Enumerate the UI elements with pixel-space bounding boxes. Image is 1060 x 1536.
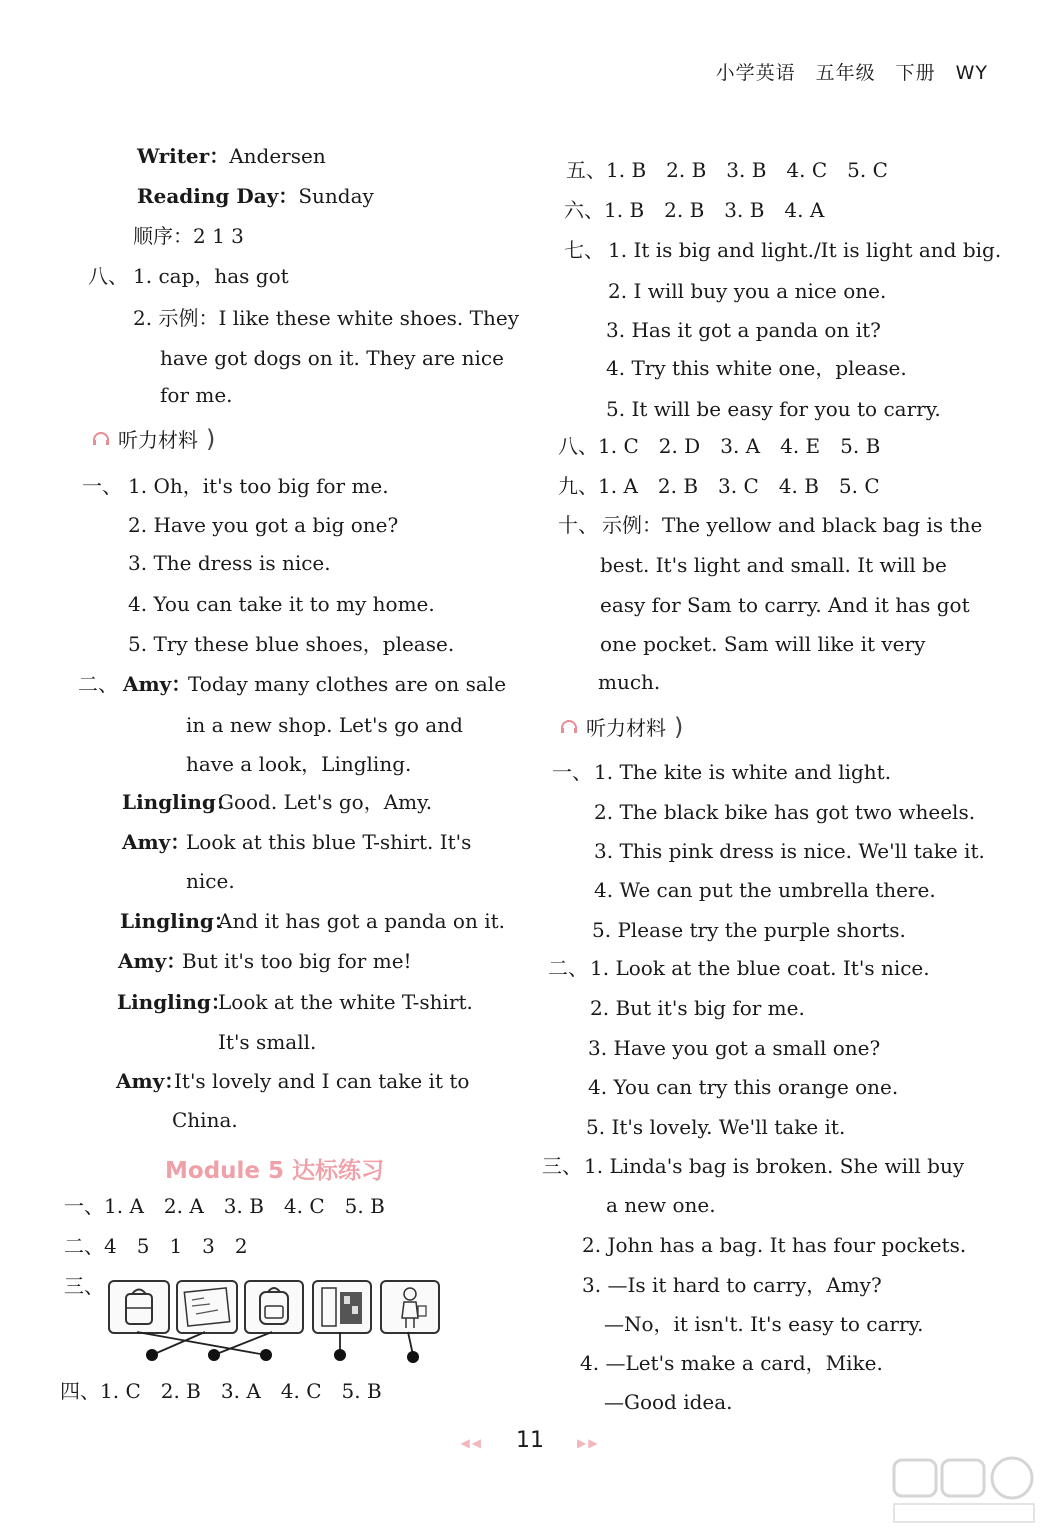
module-title: Module 5 达标练习 (165, 1158, 385, 1184)
next-arrows-icon: ▶▶ (577, 1436, 600, 1450)
listening-title: 听力材料 (586, 716, 666, 740)
match-dot (407, 1351, 419, 1363)
r-er-line: 1. Look at the blue coat. It's nice. (590, 956, 930, 980)
page-number-value: 11 (516, 1428, 544, 1453)
shi-line: easy for Sam to carry. And it has got (600, 593, 970, 617)
shi-line: much. (598, 670, 661, 694)
qi-line: 1. It is big and light./It is light and big. (608, 238, 1002, 262)
paren-decor: ) (206, 424, 216, 453)
section-qi-prefix: 七、 (564, 238, 604, 262)
qi-line: 3. Has it got a panda on it? (606, 318, 881, 342)
paren-decor: ) (674, 712, 684, 741)
page-header: 小学英语 五年级 下册 WY (715, 62, 988, 84)
match-dot (146, 1349, 158, 1361)
dialog-line: in a new shop. Let's go and (186, 713, 463, 737)
headphones-icon (560, 720, 578, 734)
liu-answers: 六、1. B 2. B 3. B 4. A (564, 198, 825, 222)
r-yi-line: 4. We can put the umbrella there. (594, 878, 936, 902)
ba-answer-2a: 2. 示例：I like these white shoes. They (133, 306, 519, 330)
section-er-prefix: 二、 (78, 672, 118, 696)
speaker: Lingling： (120, 909, 234, 933)
listening-title: 听力材料 (118, 428, 198, 452)
match-dot (208, 1349, 220, 1361)
ba-answer-1: 1. cap，has got (133, 264, 289, 288)
reading-day-value: Sunday (298, 184, 374, 208)
r-san-line: —Good idea. (604, 1390, 733, 1414)
shi-line: one pocket. Sam will like it very (600, 632, 926, 656)
speaker: Amy： (122, 830, 191, 854)
qi-line: 5. It will be easy for you to carry. (606, 397, 941, 421)
r-yi-line: 3. This pink dress is nice. We'll take it. (594, 839, 985, 863)
module-san-prefix: 三、 (64, 1274, 104, 1298)
speaker: Amy： (123, 672, 192, 696)
page-number (0, 1428, 1060, 1453)
ba-answers: 八、1. C 2. D 3. A 4. E 5. B (558, 434, 881, 458)
module-er-answers: 二、4 5 1 3 2 (64, 1234, 248, 1258)
dialog-line: China. (172, 1108, 238, 1132)
ba-answer-2c: for me. (160, 383, 233, 407)
ba-answer-2b: have got dogs on it. They are nice (160, 346, 504, 370)
r-er-line: 5. It's lovely. We'll take it. (586, 1115, 846, 1139)
r-er-line: 2. But it's big for me. (590, 996, 805, 1020)
yi-line: 1. Oh，it's too big for me. (128, 474, 389, 498)
yi-line: 3. The dress is nice. (128, 551, 331, 575)
listening-heading-right (560, 712, 683, 741)
shi-line: 示例：The yellow and black bag is the (602, 513, 983, 537)
r-er-line: 3. Have you got a small one? (588, 1036, 881, 1060)
dialog-line: Today many clothes are on sale (188, 672, 507, 696)
section-san-prefix: 三、 (542, 1154, 582, 1178)
match-dot (260, 1349, 272, 1361)
section-ba-prefix: 八、 (88, 264, 128, 288)
wu-answers: 五、1. B 2. B 3. B 4. C 5. C (566, 158, 888, 182)
reading-day-label: Reading Day： (137, 184, 299, 208)
r-san-line: 2. John has a bag. It has four pockets. (582, 1233, 967, 1257)
prev-arrows-icon: ◀◀ (460, 1436, 483, 1450)
dialog-line: Look at the white T-shirt. (218, 990, 473, 1014)
qi-line: 4. Try this white one，please. (606, 356, 907, 380)
section-yi-prefix: 一、 (552, 760, 592, 784)
order-line: 顺序：2 1 3 (133, 224, 244, 248)
dialog-line: It's lovely and I can take it to (174, 1069, 470, 1093)
section-yi-prefix: 一、 (82, 474, 122, 498)
writer-value: Andersen (229, 144, 326, 168)
qi-line: 2. I will buy you a nice one. (608, 279, 887, 303)
dialog-line: Good. Let's go，Amy. (218, 790, 433, 814)
dialog-line: nice. (186, 869, 235, 893)
r-er-line: 4. You can try this orange one. (588, 1075, 899, 1099)
yi-line: 4. You can take it to my home. (128, 592, 435, 616)
r-san-line: a new one. (606, 1193, 716, 1217)
yi-line: 2. Have you got a big one? (128, 513, 399, 537)
speaker: Lingling： (117, 990, 231, 1014)
r-yi-line: 1. The kite is white and light. (594, 760, 892, 784)
dialog-line: It's small. (218, 1030, 317, 1054)
r-yi-line: 2. The black bike has got two wheels. (594, 800, 976, 824)
module-si-answers: 四、1. C 2. B 3. A 4. C 5. B (60, 1379, 382, 1403)
yi-line: 5. Try these blue shoes，please. (128, 632, 455, 656)
speaker: Lingling： (122, 790, 236, 814)
dialog-line: But it's too big for me! (182, 949, 412, 973)
dialog-line: Look at this blue T-shirt. It's (186, 830, 472, 854)
match-dot (334, 1349, 346, 1361)
module-yi-answers: 一、1. A 2. A 3. B 4. C 5. B (64, 1194, 385, 1218)
section-er-prefix: 二、 (548, 956, 588, 980)
r-san-line: 4. —Let's make a card，Mike. (580, 1351, 883, 1375)
r-san-line: —No，it isn't. It's easy to carry. (604, 1312, 924, 1336)
jiu-answers: 九、1. A 2. B 3. C 4. B 5. C (558, 474, 880, 498)
dialog-line: have a look，Lingling. (186, 752, 412, 776)
writer-label: Writer： (137, 144, 230, 168)
speaker: Amy： (116, 1069, 185, 1093)
dialog-line: And it has got a panda on it. (218, 909, 505, 933)
r-yi-line: 5. Please try the purple shorts. (592, 918, 906, 942)
section-shi-prefix: 十、 (558, 513, 598, 537)
shi-line: best. It's light and small. It will be (600, 553, 947, 577)
watermark-logo (890, 1456, 1040, 1526)
r-san-line: 1. Linda's bag is broken. She will buy (584, 1154, 965, 1178)
speaker: Amy： (118, 949, 187, 973)
r-san-line: 3. —Is it hard to carry，Amy? (582, 1273, 882, 1297)
